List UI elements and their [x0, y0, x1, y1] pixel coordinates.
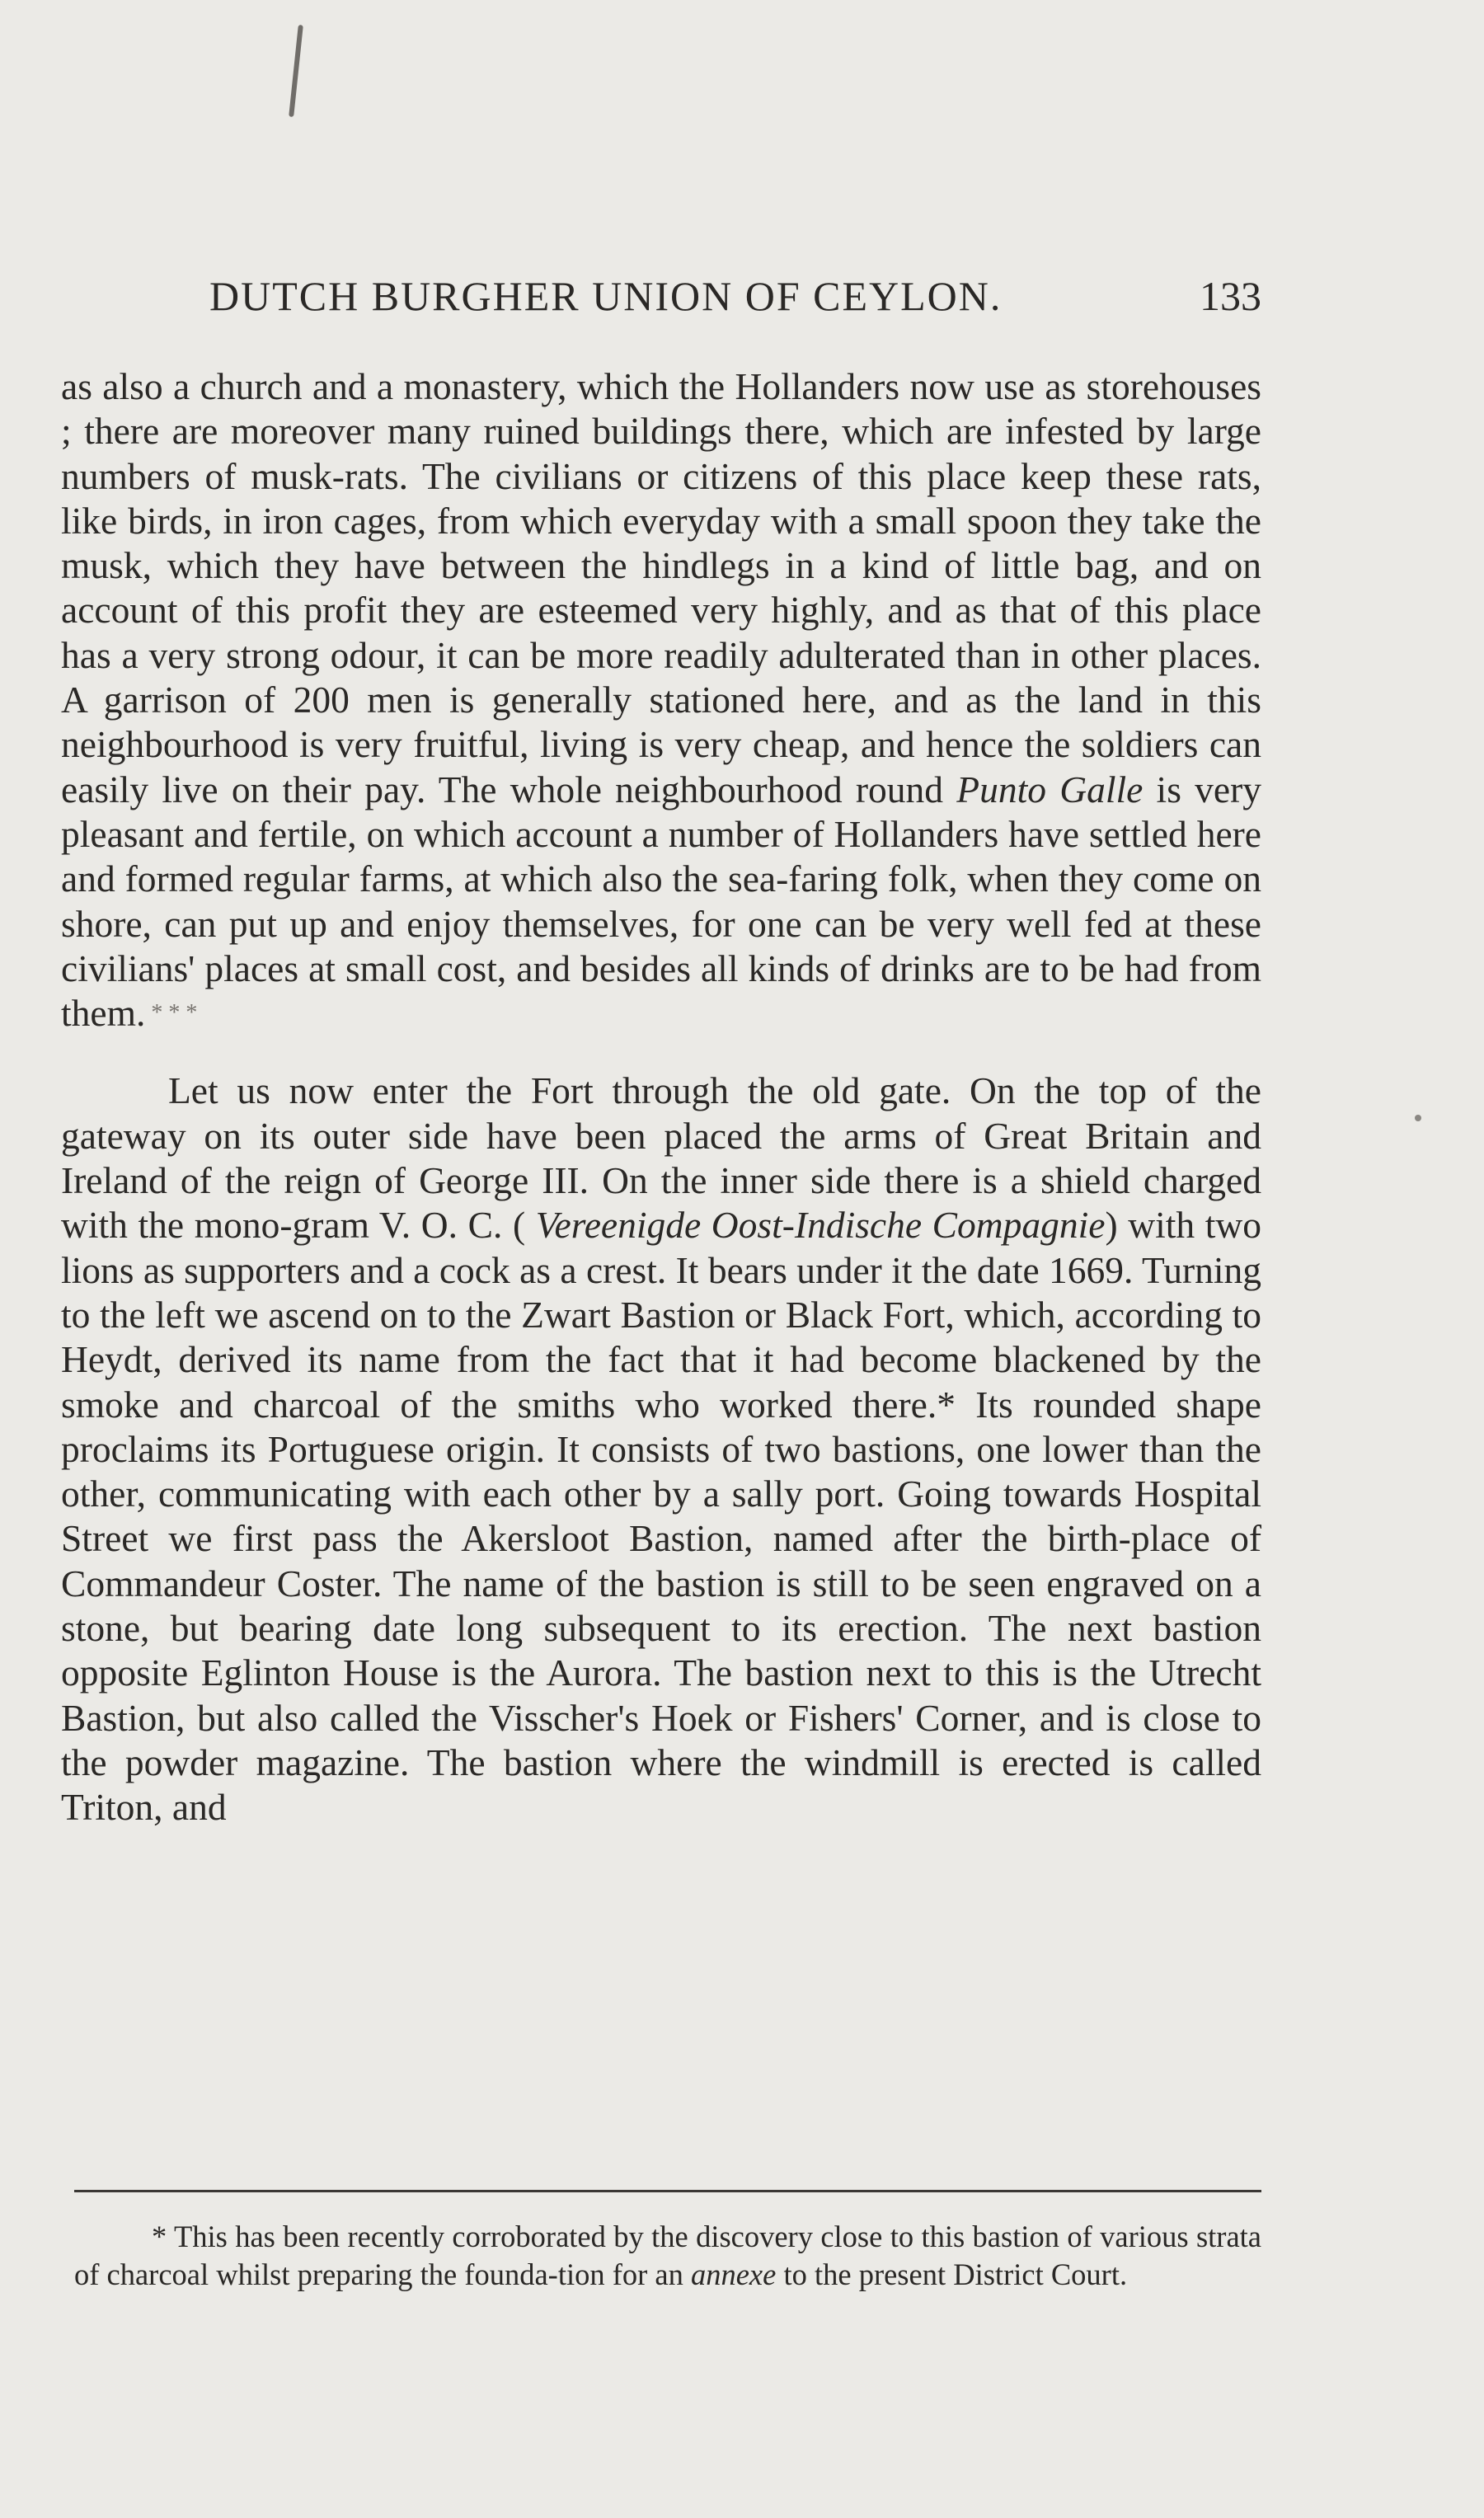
pencil-mark: [289, 25, 303, 117]
footnote: [74, 2218, 1261, 2294]
paragraph: [61, 1069, 1261, 1830]
footnote-text-part: * This has been recently corroborated by the discovery close to this bastion of various strata of charcoal whilst preparing the founda-tion for an: [74, 2220, 1261, 2291]
italic-place-name: Punto Galle: [956, 768, 1144, 810]
paragraph-text: as also a church and a monastery, which the Hollanders now use as storehouses ; there are moreover many ruined buildings there, which are infested by large numbers of musk-rats. The civilians or citizens of this place keep these rats, like birds, in iron cages, from which everyday with a small spoon they take the musk, which they have between the hindlegs in a kind of little bag, and on account of this profit they are esteemed very highly, and as that of this place has a very strong odour, it can be more readily adulterated than in other places. A garrison of 200 men is generally stationed here, and as the land in this neighbourhood is very fruitful, living is very cheap, and hence the soldiers can easily live on their pay. The whole neighbourhood round: [61, 365, 1261, 810]
running-head: [74, 272, 1261, 330]
paragraph-text: is very pleasant and fertile, on which account a number of Hollanders have settled here and formed regular farms, at which also the sea-faring folk, when they come on shore, can put up and enjoy themselves, for one can be very well fed at these civilians' places at small cost, and besides all kinds of drinks are to be had from them.: [61, 768, 1261, 1035]
ellipsis-asterisks: * * *: [145, 1000, 198, 1026]
footnote-rule: [74, 2190, 1261, 2192]
body-text: [61, 364, 1261, 1830]
paper-speck: [1415, 1115, 1421, 1121]
paragraph-text: ) with two lions as supporters and a cock as a crest. It bears under it the date 1669. Turning to the left we ascend on to the Zwart Bastion or Black Fort, which, according to Heydt, derived its name from the fact that it had become blackened by the smoke and charcoal of the smiths who worked there.* Its rounded shape proclaims its Portuguese origin. It consists of two bastions, one lower than the other, communicating with each other by a sally port. Going towards Hospital Street we first pass the Akersloot Bastion, named after the birth-place of Commandeur Coster. The name of the bastion is still to be seen engraved on a stone, but bearing date long subsequent to its erection. The next bastion opposite Eglinton House is the Aurora. The bastion next to this is the Utrecht Bastion, but also called the Visscher's Hoek or Fishers' Corner, and is close to the powder magazine. The bastion where the windmill is erected is called Triton, and: [61, 1204, 1261, 1829]
italic-company-name: Vereenigde Oost-Indische Compagnie: [535, 1204, 1106, 1247]
page-number: 133: [1200, 273, 1261, 319]
paragraph-text: Let us now enter the Fort through the old gate. On the top of the gateway on its outer side have been placed the arms of Great Britain and Ireland of the reign of George III. On the inner side there is a shield charged with the mono-gram V. O. C. (: [61, 1069, 1261, 1247]
italic-word: annexe: [690, 2257, 777, 2291]
footnote-text-part: to the present District Court.: [776, 2257, 1128, 2291]
paragraph: [61, 364, 1261, 1036]
running-title: DUTCH BURGHER UNION OF CEYLON.: [209, 273, 1003, 319]
footnote-text: [74, 2218, 1261, 2294]
